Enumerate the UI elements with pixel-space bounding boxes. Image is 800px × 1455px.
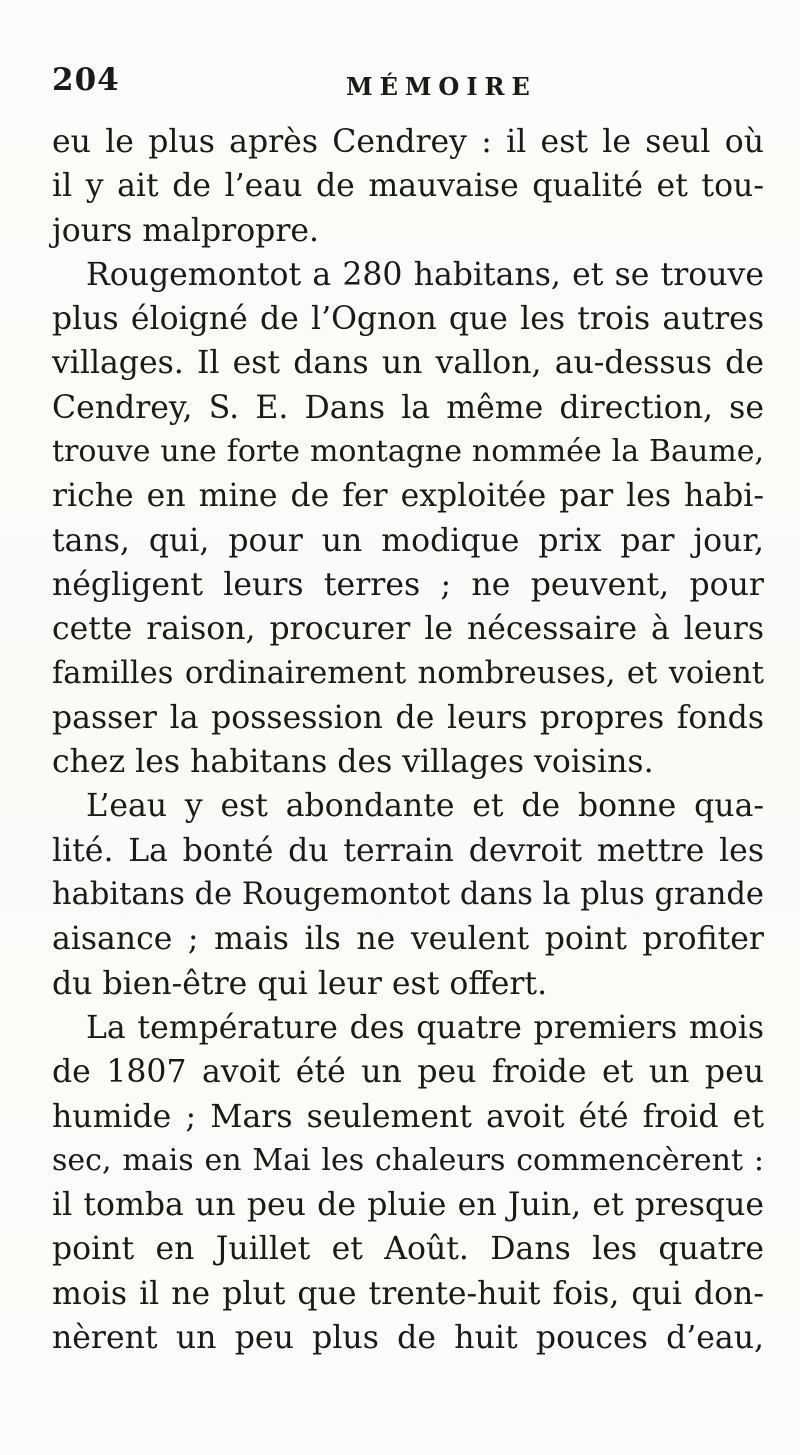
text-line: chez les habitans des villages voisins. (52, 744, 654, 781)
text-line: il y ait de l’eau de mauvaise qualité et tou- (52, 168, 764, 205)
text-line: familles ordinairement nombreuses, et voient (52, 655, 764, 691)
body-text (52, 120, 764, 1360)
text-line: point en Juillet et Août. Dans les quatre (52, 1231, 764, 1268)
text-line: humide ; Mars seulement avoit été froid et (52, 1098, 764, 1135)
text-line: trouve une forte montagne nommée la Baume, (52, 434, 764, 470)
text-line: plus éloigné de l’Ognon que les trois autres (52, 301, 764, 338)
text-line: villages. Il est dans un vallon, au-dessus de (52, 345, 764, 382)
text-line: tans, qui, pour un modique prix par jour, (52, 522, 764, 559)
text-line: riche en mine de fer exploitée par les habi- (52, 478, 764, 515)
page-header (52, 62, 752, 102)
text-line: Cendrey, S. E. Dans la même direction, se (52, 389, 764, 426)
text-line: négligent leurs terres ; ne peuvent, pour (52, 566, 764, 603)
text-line: cette raison, procurer le nécessaire à leurs (52, 611, 764, 648)
text-line: passer la possession de leurs propres fonds (52, 699, 764, 736)
text-line: sec, mais en Mai les chaleurs commencèrent : (52, 1142, 764, 1178)
text-line: de 1807 avoit été un peu froide et un peu (52, 1054, 764, 1091)
text-line: aisance ; mais ils ne veulent point profiter (52, 921, 764, 958)
text-line: mois il ne plut que trente-huit fois, qui don- (52, 1275, 764, 1312)
text-line: du bien-être qui leur est offert. (52, 965, 548, 1002)
text-line: L’eau y est abondante et de bonne qua- (86, 788, 764, 825)
text-line: habitans de Rougemontot dans la plus grande (52, 877, 764, 913)
page-number: 204 (52, 62, 120, 98)
text-line: lité. La bonté du terrain devroit mettre les (52, 832, 764, 869)
text-line: jours malpropre. (52, 212, 320, 249)
text-line: Rougemontot a 280 habitans, et se trouve (86, 256, 764, 293)
running-head: MÉMOIRE (346, 72, 537, 101)
text-line: eu le plus après Cendrey : il est le seul où (52, 124, 764, 160)
text-line: nèrent un peu plus de huit pouces d’eau, (52, 1320, 764, 1357)
text-line: La température des quatre premiers mois (86, 1009, 764, 1046)
text-line: il tomba un peu de pluie en Juin, et presque (52, 1187, 764, 1224)
